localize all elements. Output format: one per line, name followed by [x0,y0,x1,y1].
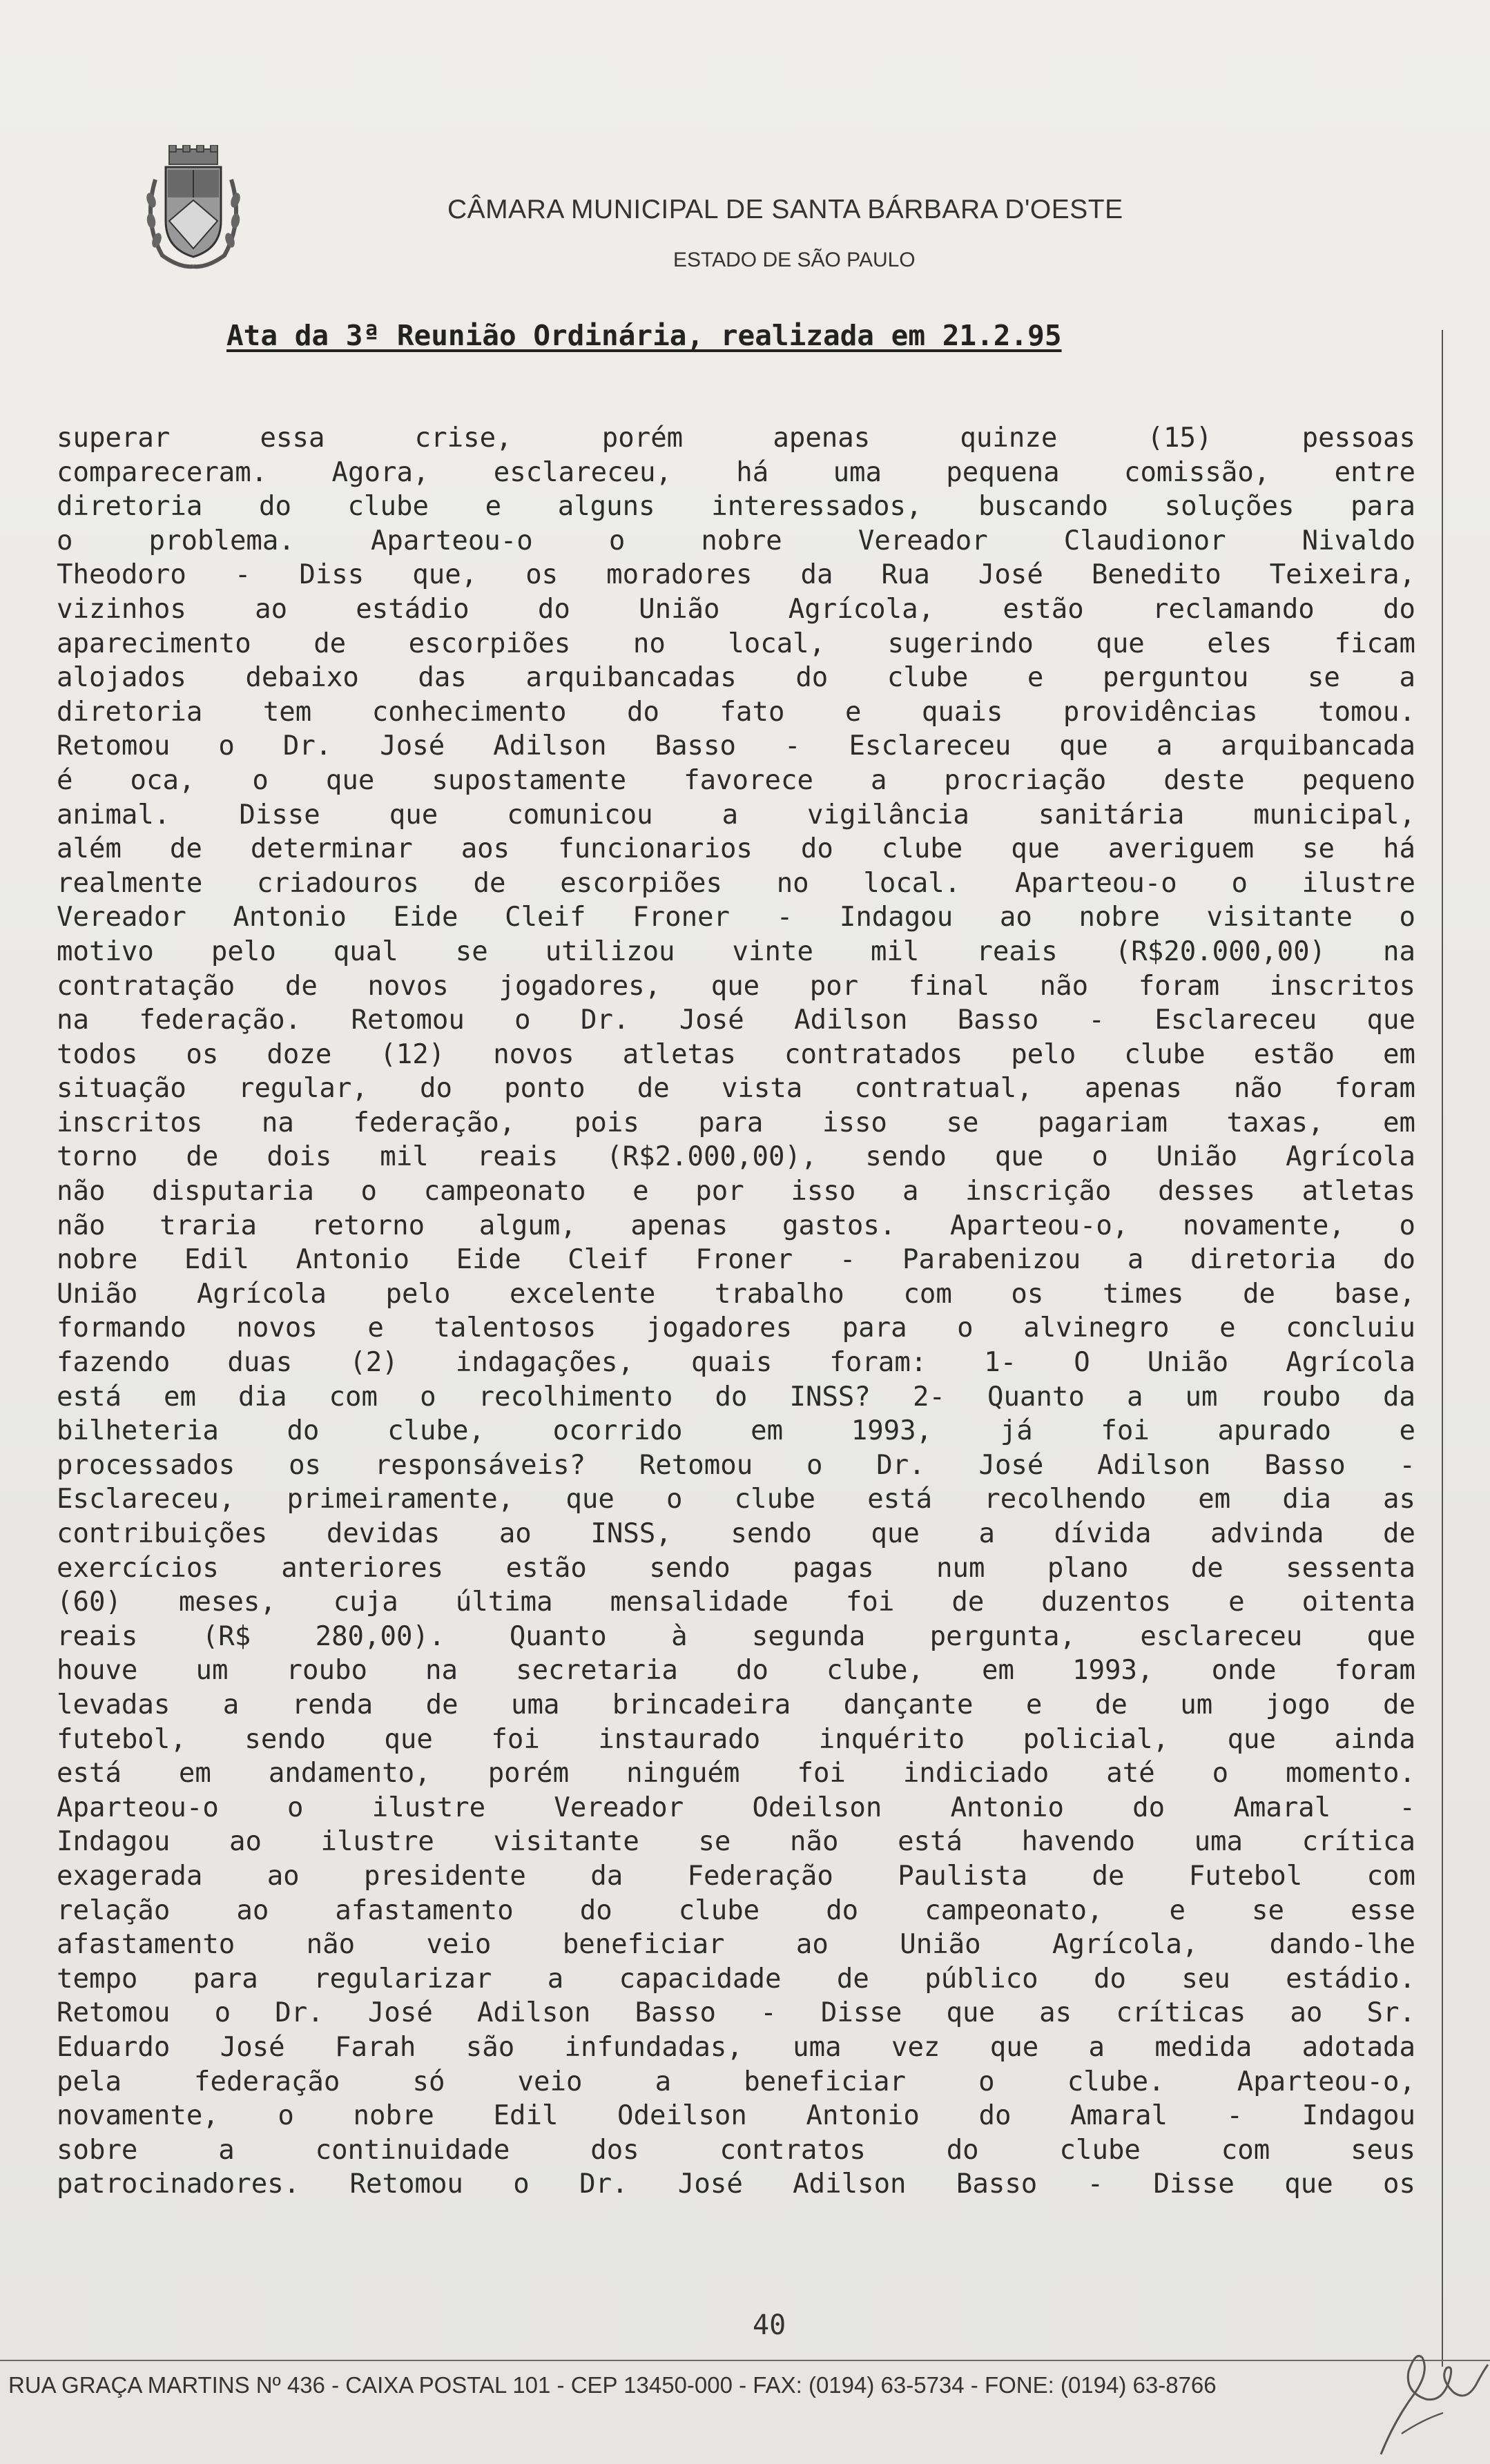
body-line: tempo para regularizar a capacidade de público do seu estádio. [57,1963,1415,1995]
municipal-coat-of-arms-icon [142,145,245,269]
body-line: Esclareceu, primeiramente, que o clube está recolhendo em dia as [57,1484,1415,1515]
body-line: nobre Edil Antonio Eide Cleif Froner - Parabenizou a diretoria do [57,1244,1415,1276]
body-line: situação regular, do ponto de vista contratual, apenas não foram [57,1073,1415,1105]
body-line: houve um roubo na secretaria do clube, em 1993, onde foram [57,1655,1415,1687]
minutes-title: Ata da 3ª Reunião Ordinária, realizada em 21.2.95 [226,319,1062,352]
handwritten-signature-icon [1374,2316,1490,2464]
body-line: vizinhos ao estádio do União Agrícola, estão reclamando do [57,593,1415,625]
body-line: afastamento não veio beneficiar ao União Agrícola, dando-lhe [57,1929,1415,1961]
body-line: motivo pelo qual se utilizou vinte mil reais (R$20.000,00) na [57,935,1415,967]
body-line: não traria retorno algum, apenas gastos. Aparteou-o, novamente, o [57,1210,1415,1241]
body-line: contribuições devidas ao INSS, sendo que a dívida advinda de [57,1518,1415,1549]
body-line: Aparteou-o o ilustre Vereador Odeilson Antonio do Amaral - [57,1792,1415,1823]
body-line: além de determinar aos funcionarios do clube que averiguem se há [57,833,1415,865]
body-line: pela federação só veio a beneficiar o clube. Aparteou-o, [57,2066,1415,2097]
body-line: compareceram. Agora, esclareceu, há uma pequena comissão, entre [57,456,1415,488]
body-line: contratação de novos jogadores, que por final não foram inscritos [57,970,1415,1002]
body-line: o problema. Aparteou-o o nobre Vereador Claudionor Nivaldo [57,525,1415,556]
institution-title: CÂMARA MUNICIPAL DE SANTA BÁRBARA D'OESTE [447,195,1123,224]
body-line: diretoria do clube e alguns interessados, buscando soluções para [57,491,1415,523]
body-line: exagerada ao presidente da Federação Paulista de Futebol com [57,1860,1415,1892]
page-number: 40 [753,2309,786,2341]
body-line: alojados debaixo das arquibancadas do clube e perguntou se a [57,662,1415,694]
body-line: exercícios anteriores estão sendo pagas num plano de sessenta [57,1552,1415,1584]
body-line: torno de dois mil reais (R$2.000,00), sendo que o União Agrícola [57,1141,1415,1173]
margin-rule [1442,330,1443,2367]
body-line: inscritos na federação, pois para isso se pagariam taxas, em [57,1107,1415,1138]
body-line: Indagou ao ilustre visitante se não está havendo uma crítica [57,1826,1415,1858]
body-line: animal. Disse que comunicou a vigilância sanitária municipal, [57,799,1415,831]
body-line: fazendo duas (2) indagações, quais foram: 1- O União Agrícola [57,1347,1415,1379]
body-line: está em andamento, porém ninguém foi indiciado até o momento. [57,1758,1415,1789]
footer-address: RUA GRAÇA MARTINS Nº 436 - CAIXA POSTAL 101 - CEP 13450-000 - FAX: (0194) 63-5734 - FONE: (0194) 63-8766 [8,2372,1217,2398]
body-line: patrocinadores. Retomou o Dr. José Adilson Basso - Disse que os [57,2169,1415,2200]
body-line: Retomou o Dr. José Adilson Basso - Disse que as críticas ao Sr. [57,1997,1415,2029]
minutes-body [57,421,1415,2202]
body-line: Retomou o Dr. José Adilson Basso - Esclareceu que a arquibancada [57,730,1415,762]
institution-subtitle: ESTADO DE SÃO PAULO [673,249,916,271]
body-line: é oca, o que supostamente favorece a procriação deste pequeno [57,764,1415,796]
body-line: processados os responsáveis? Retomou o Dr. José Adilson Basso - [57,1449,1415,1481]
body-line: formando novos e talentosos jogadores para o alvinegro e concluiu [57,1312,1415,1344]
body-line: Eduardo José Farah são infundadas, uma vez que a medida adotada [57,2031,1415,2063]
body-line: realmente criadouros de escorpiões no local. Aparteou-o o ilustre [57,867,1415,899]
body-line: futebol, sendo que foi instaurado inquérito policial, que ainda [57,1723,1415,1755]
body-line: bilheteria do clube, ocorrido em 1993, já foi apurado e [57,1415,1415,1447]
footer-divider [0,2360,1490,2361]
body-line: novamente, o nobre Edil Odeilson Antonio do Amaral - Indagou [57,2100,1415,2132]
body-line: todos os doze (12) novos atletas contratados pelo clube estão em [57,1038,1415,1070]
body-line: Vereador Antonio Eide Cleif Froner - Indagou ao nobre visitante o [57,902,1415,933]
body-line: está em dia com o recolhimento do INSS? 2- Quanto a um roubo da [57,1381,1415,1413]
body-line: não disputaria o campeonato e por isso a inscrição desses atletas [57,1176,1415,1207]
body-line: levadas a renda de uma brincadeira dançante e de um jogo de [57,1689,1415,1720]
body-line: reais (R$ 280,00). Quanto à segunda pergunta, esclareceu que [57,1620,1415,1652]
body-line: Theodoro - Diss que, os moradores da Rua José Benedito Teixeira, [57,559,1415,591]
body-line: diretoria tem conhecimento do fato e quais providências tomou. [57,696,1415,728]
body-line: na federação. Retomou o Dr. José Adilson Basso - Esclareceu que [57,1005,1415,1036]
body-line: relação ao afastamento do clube do campeonato, e se esse [57,1894,1415,1926]
body-line: superar essa crise, porém apenas quinze (15) pessoas [57,423,1415,454]
body-line: aparecimento de escorpiões no local, sugerindo que eles ficam [57,628,1415,659]
body-line: (60) meses, cuja última mensalidade foi de duzentos e oitenta [57,1587,1415,1618]
body-line: União Agrícola pelo excelente trabalho com os times de base, [57,1278,1415,1310]
body-line: sobre a continuidade dos contratos do clube com seus [57,2134,1415,2166]
